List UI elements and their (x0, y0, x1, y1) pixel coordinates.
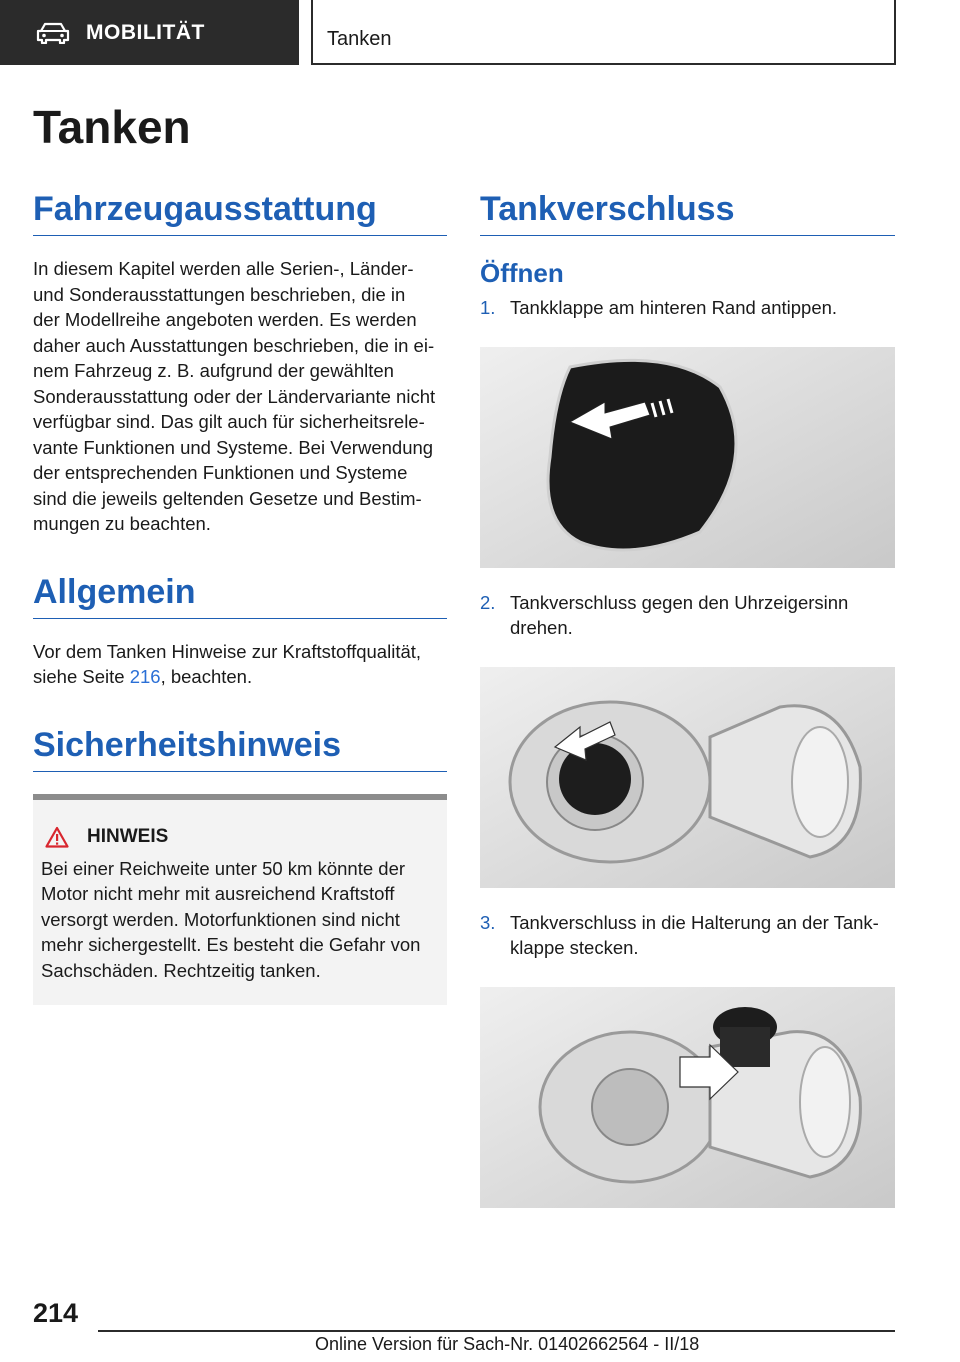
step-2 (480, 590, 895, 641)
notice-box (33, 794, 447, 1006)
step-text: Tankverschluss gegen den Uhrzeigersinn drehen. (510, 591, 849, 638)
step-number: 1. (480, 297, 496, 318)
heading-fahrzeugausstattung: Fahrzeugausstattung (33, 190, 447, 236)
notice-title: HINWEIS (87, 825, 169, 847)
footer-text: Online Version für Sach-Nr. 01402662564 - II/18 (315, 1334, 700, 1354)
heading-sicherheitshinweis: Sicherheitshinweis (33, 726, 447, 772)
step-text: Tankverschluss in die Halterung an der Tank- klappe stecken. (510, 911, 879, 958)
left-column (33, 190, 447, 1005)
heading-tankverschluss: Tankverschluss (480, 190, 895, 236)
figure-fuel-cap-turn (480, 667, 895, 888)
page-number: 214 (33, 1298, 79, 1328)
page-reference-link[interactable]: 216 (129, 666, 161, 687)
page-title: Tanken (33, 101, 191, 153)
heading-allgemein: Allgemein (33, 573, 447, 619)
step-3 (480, 910, 895, 961)
paragraph-fahrzeugausstattung: In diesem Kapitel werden alle Serien-, Länder- und Sonderausstattungen beschrieben, die in der Modellreihe angeboten werden. Es werden daher auch Ausstattungen beschrieben, die in ei- nem Fahrzeug z. B. aufgrund der gewählten Sonderausstattung oder der Ländervariante nicht verfügbar sind. Das gilt auch für sicherheitsrele- vante Funktionen und Systeme. Bei Verwendung der entsprechenden Funktionen und Systeme sind die jeweils geltenden Gesetze und Bestim- mungen zu beachten. (33, 258, 436, 534)
step-number: 3. (480, 911, 496, 933)
notice-text: Bei einer Reichweite unter 50 km könnte der Motor nicht mehr mit ausreichend Kraftstoff versorgt werden. Motorfunktionen sind nicht mehr sichergestellt. Es besteht die Gefahr von Sachschäden. Rechtzeitig tanken. (41, 857, 421, 981)
section-label: MOBILITÄT (86, 20, 205, 44)
paragraph-allgemein: Vor dem Tanken Hinweise zur Kraftstoffqualität, siehe Seite 216, beachten. (33, 640, 422, 687)
topic-header (311, 0, 896, 65)
footer-rule (98, 1330, 895, 1332)
heading-oeffnen: Öffnen (480, 258, 564, 288)
warning-triangle-icon (45, 826, 69, 848)
car-icon (36, 22, 70, 44)
step-1 (480, 295, 895, 321)
step-number: 2. (480, 591, 496, 613)
figure-fuel-cap-holder (480, 987, 895, 1208)
right-column (480, 190, 895, 1230)
step-text: Tankklappe am hinteren Rand antippen. (510, 297, 838, 318)
topic-label: Tanken (327, 28, 392, 50)
figure-fuel-flap-press (480, 347, 895, 568)
section-tab[interactable] (0, 0, 299, 65)
